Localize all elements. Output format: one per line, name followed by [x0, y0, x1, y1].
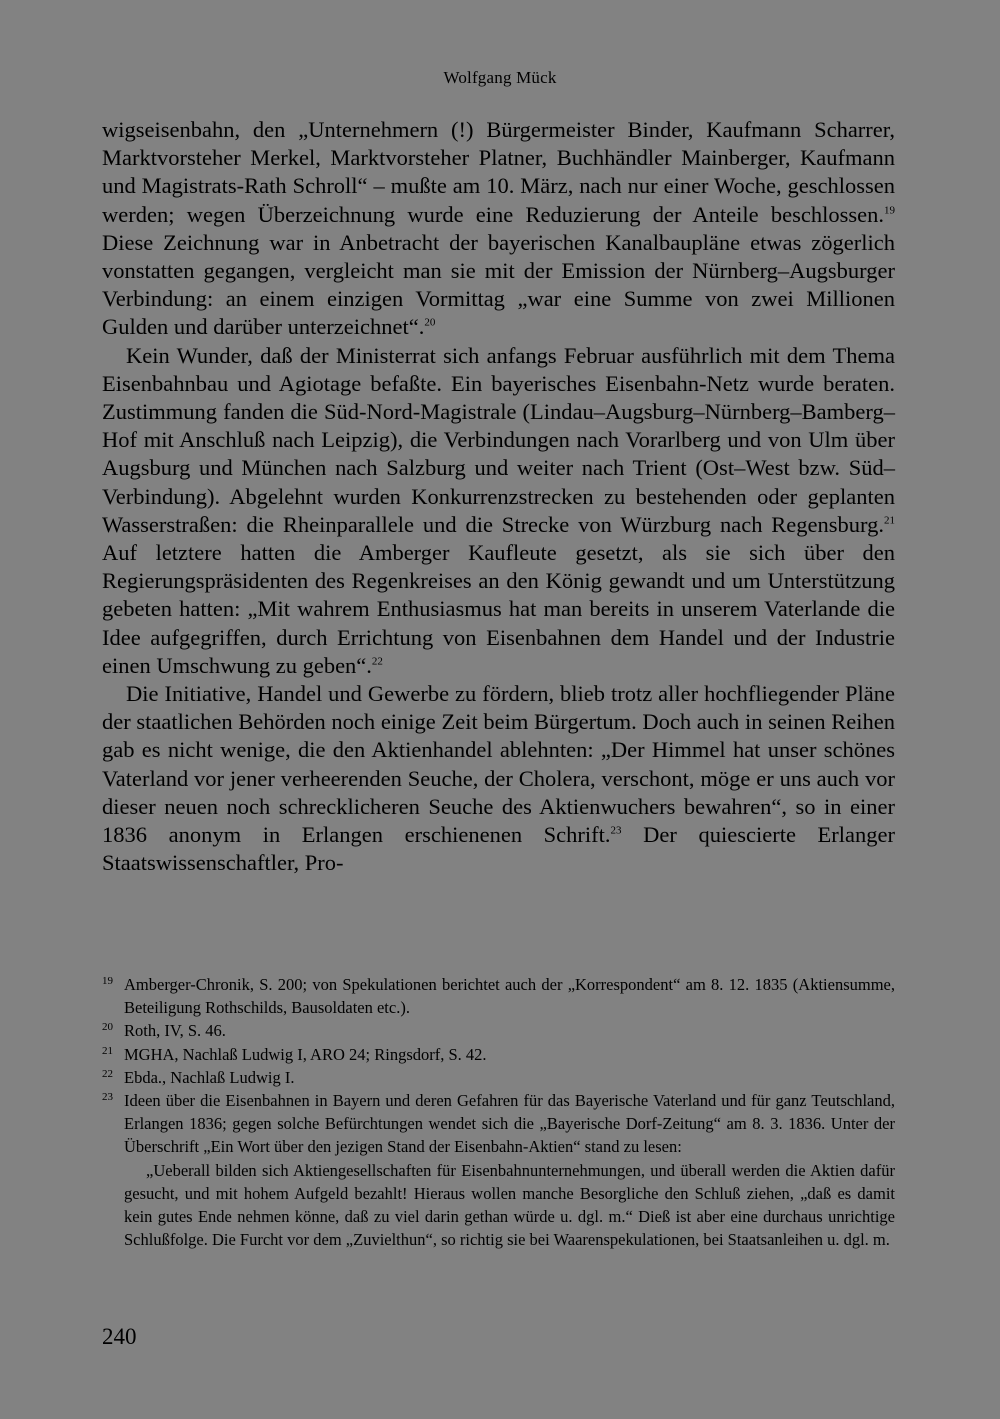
footnote-ref[interactable]: 23 [610, 824, 622, 837]
paragraph-text: Auf letztere hatten die Amberger Kaufleute gesetzt, als sie sich über den Regierungspräsidenten des Regenkreises an den König gewandt und um Unterstützung gebeten hatten: „Mit wahrem Enthusiasmus hat man bereits in unserem Vaterlande die Idee aufgegriffen, durch Errichtung von Eisenbahnen dem Handel und der Industrie einen Umschwung zu geben“. [102, 540, 895, 678]
footnote [102, 973, 895, 1019]
paragraph-text: Diese Zeichnung war in Anbetracht der bayerischen Kanalbaupläne etwas zögerlich vonstatten gegangen, vergleicht man sie mit der Emission der Nürnberg–Augsburger Verbindung: an einem einzigen Vormittag „war eine Summe von zwei Millionen Gulden und darüber unterzeichnet“. [102, 229, 895, 340]
footnote-ref[interactable]: 19 [884, 204, 895, 217]
paragraph-1 [102, 116, 895, 342]
footnote-text: Amberger-Chronik, S. 200; von Spekulationen berichtet auch der „Korrespondent“ am 8. 12. 1835 (Aktiensumme, Beteiligung Rothschilds, Bausoldaten etc.). [124, 975, 895, 1018]
paragraph-2 [102, 342, 895, 680]
paragraph-text: Der quiescierte Erlanger Staatswissenschaftler, Pro- [102, 822, 895, 876]
footnote [102, 1089, 895, 1159]
main-text [102, 116, 895, 877]
footnotes-section [102, 973, 895, 1251]
footnote-number: 21 [102, 1044, 113, 1057]
running-header: Wolfgang Mück [443, 68, 557, 87]
footnote-text: MGHA, Nachlaß Ludwig I, ARO 24; Ringsdorf, S. 42. [124, 1044, 487, 1064]
footnote-text: Roth, IV, S. 46. [124, 1021, 226, 1041]
footnote-number: 23 [102, 1091, 113, 1104]
footnote [102, 1043, 895, 1066]
page-number: 240 [102, 1324, 137, 1349]
paragraph-text: Die Initiative, Handel und Gewerbe zu fördern, blieb trotz aller hochfliegender Pläne der staatlichen Behörden noch einige Zeit beim Bürgertum. Doch auch in seinen Reihen gab es nicht wenige, die den Aktienhandel ablehnten: „Der Himmel hat unser schönes Vaterland vor jener verheerenden Seuche, der Cholera, verschont, möge er uns auch vor dieser neuen noch schrecklicheren Seuche des Aktienwuchers bewahren“, so in einer 1836 anonym in Erlangen erschienenen Schrift. [102, 681, 895, 848]
footnote [102, 1019, 895, 1042]
footnote-number: 20 [102, 1021, 113, 1034]
footnote-text: Ideen über die Eisenbahnen in Bayern und deren Gefahren für das Bayerische Vaterland und für ganz Teutschland, Erlangen 1836; gegen solche Befürchtungen wendet sich die „Bayerische Dorf-Zeitung“ am 8. 3. 1836. Unter der Überschrift „Ein Wort über den jezigen Stand der Eisenbahn-Aktien“ stand zu lesen: [124, 1091, 895, 1157]
footnote-ref[interactable]: 22 [371, 655, 383, 668]
footnote-number: 22 [102, 1067, 113, 1080]
footnote-quote: „Ueberall bilden sich Aktiengesellschaften für Eisenbahnunternehmungen, und überall werden die Aktien dafür gesucht, und mit hohem Aufgeld bezahlt! Hieraus wollen manche Besorgliche den Schluß ziehen, „daß es damit kein gutes Ende nehmen könne, daß zu viel darin gethan würde u. dgl. m.“ Dieß ist aber eine durchaus unrichtige Schlußfolge. Die Furcht vor dem „Zuvielthun“, so richtig sie bei Waarenspekulationen, bei Staatsanleihen u. dgl. m. [124, 1160, 895, 1250]
footnote [102, 1066, 895, 1089]
paragraph-3 [102, 680, 895, 877]
footnote-text: Ebda., Nachlaß Ludwig I. [124, 1067, 295, 1087]
paragraph-text: Kein Wunder, daß der Ministerrat sich anfangs Februar ausführlich mit dem Thema Eisenbahnbau und Agiotage befaßte. Ein bayerisches Eisenbahn-Netz wurde beraten. Zustimmung fanden die Süd-Nord-Magistrale (Lindau–Augsburg–Nürnberg–Bamberg–Hof mit Anschluß nach Leipzig), die Verbindungen nach Vorarlberg und von Ulm über Augsburg und München nach Salzburg und weiter nach Trient (Ost–West bzw. Süd–Verbindung). Abgelehnt wurden Konkurrenzstrecken zu bestehenden oder geplanten Wasserstraßen: die Rheinparallele und die Strecke von Würzburg nach Regensburg. [102, 342, 895, 537]
footnote-ref[interactable]: 21 [884, 514, 895, 527]
paragraph-text: wigseisenbahn, den „Unternehmern (!) Bürgermeister Binder, Kaufmann Scharrer, Marktvorsteher Merkel, Marktvorsteher Platner, Buchhändler Mainberger, Kaufmann und Magistrats-Rath Schroll“ – mußte am 10. März, nach nur einer Woche, geschlossen werden; wegen Überzeichnung wurde eine Reduzierung der Anteile beschlossen. [102, 117, 895, 227]
footnote-number: 19 [102, 975, 113, 987]
footnote-ref[interactable]: 20 [424, 316, 436, 329]
